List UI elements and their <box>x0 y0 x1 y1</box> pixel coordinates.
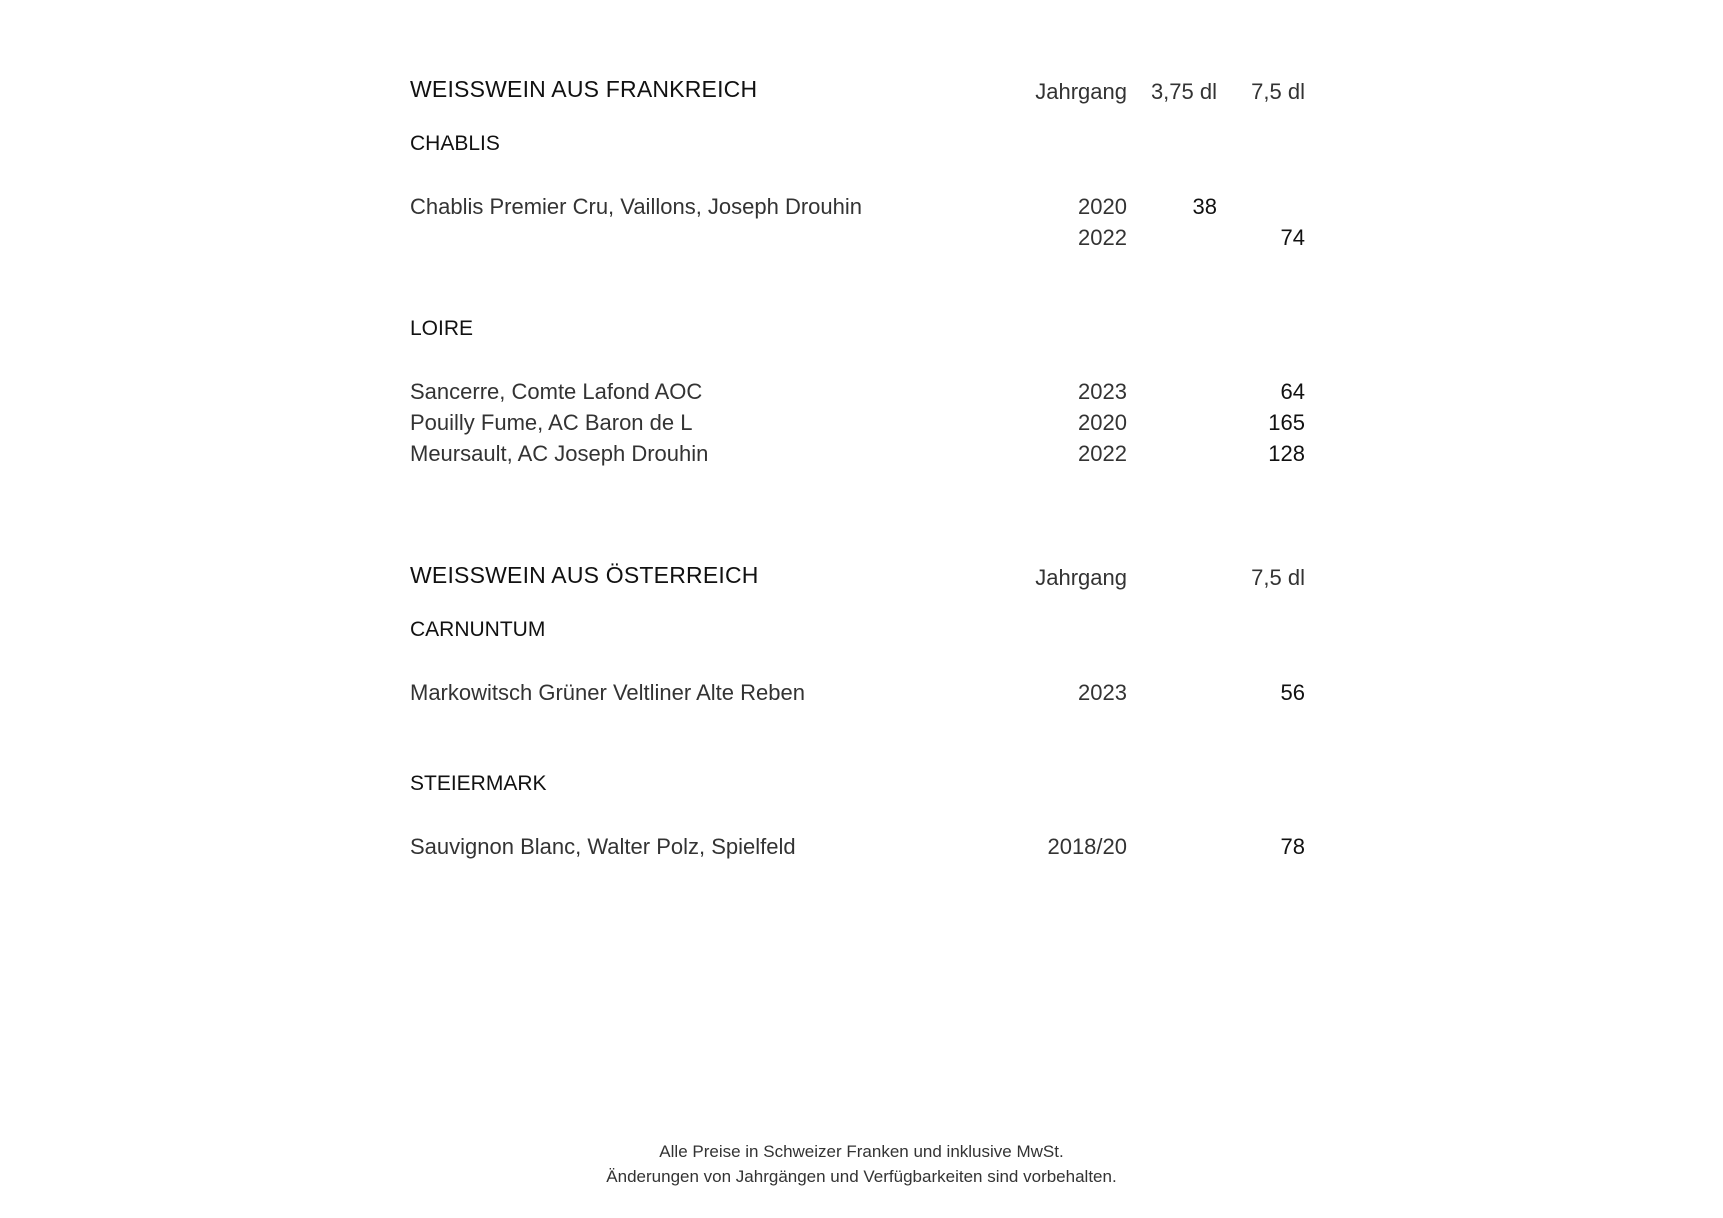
region-steiermark <box>410 772 1305 800</box>
footer-note <box>0 1139 1723 1189</box>
region-chablis <box>410 132 1305 160</box>
section-title: WEISSWEIN AUS FRANKREICH <box>410 76 758 102</box>
wine-rows-loire <box>410 379 1305 472</box>
column-header-vintage: Jahrgang <box>1035 79 1127 104</box>
wine-row <box>410 441 1305 472</box>
section-header <box>410 76 1305 110</box>
wine-vintage: 2023 <box>1078 680 1127 705</box>
wine-row <box>410 834 1305 865</box>
wine-rows-chablis <box>410 194 1305 256</box>
wine-name: Markowitsch Grüner Veltliner Alte Reben <box>410 680 805 705</box>
wine-name: Sancerre, Comte Lafond AOC <box>410 379 703 404</box>
wine-price-full: 74 <box>1280 225 1305 250</box>
wine-rows-steiermark <box>410 834 1305 865</box>
wine-row <box>410 680 1305 711</box>
section-france <box>410 76 1305 110</box>
region-title: LOIRE <box>410 317 474 340</box>
footer-line-disclaimer: Änderungen von Jahrgängen und Verfügbarkeiten sind vorbehalten. <box>606 1167 1117 1186</box>
region-title: CHABLIS <box>410 132 500 155</box>
wine-vintage: 2022 <box>1078 441 1127 466</box>
footer-line-prices: Alle Preise in Schweizer Franken und inklusive MwSt. <box>659 1142 1064 1161</box>
wine-price-full: 56 <box>1280 680 1305 705</box>
section-title: WEISSWEIN AUS ÖSTERREICH <box>410 562 759 588</box>
wine-vintage: 2020 <box>1078 194 1127 219</box>
region-carnuntum <box>410 618 1305 646</box>
wine-vintage: 2018/20 <box>1047 834 1127 859</box>
wine-rows-carnuntum <box>410 680 1305 711</box>
wine-price-full: 78 <box>1280 834 1305 859</box>
wine-row <box>410 379 1305 410</box>
region-title: STEIERMARK <box>410 772 547 795</box>
wine-price-full: 165 <box>1268 410 1305 435</box>
column-header-full-bottle: 7,5 dl <box>1251 565 1305 590</box>
wine-row <box>410 410 1305 441</box>
wine-name: Meursault, AC Joseph Drouhin <box>410 441 709 466</box>
wine-price-half: 38 <box>1192 194 1217 219</box>
wine-name: Sauvignon Blanc, Walter Polz, Spielfeld <box>410 834 796 859</box>
region-title: CARNUNTUM <box>410 618 546 641</box>
wine-vintage: 2023 <box>1078 379 1127 404</box>
section-austria <box>410 562 1305 596</box>
column-header-vintage: Jahrgang <box>1035 565 1127 590</box>
wine-vintage: 2022 <box>1078 225 1127 250</box>
wine-price-full: 128 <box>1268 441 1305 466</box>
wine-vintage: 2020 <box>1078 410 1127 435</box>
column-header-half-bottle: 3,75 dl <box>1150 79 1217 104</box>
wine-name: Chablis Premier Cru, Vaillons, Joseph Drouhin <box>410 194 863 219</box>
wine-row <box>410 225 1305 256</box>
section-header <box>410 562 1305 596</box>
wine-price-full: 64 <box>1280 379 1305 404</box>
wine-name: Pouilly Fume, AC Baron de L <box>410 410 693 435</box>
wine-row <box>410 194 1305 225</box>
column-header-full-bottle: 7,5 dl <box>1251 79 1305 104</box>
region-loire <box>410 317 1305 345</box>
